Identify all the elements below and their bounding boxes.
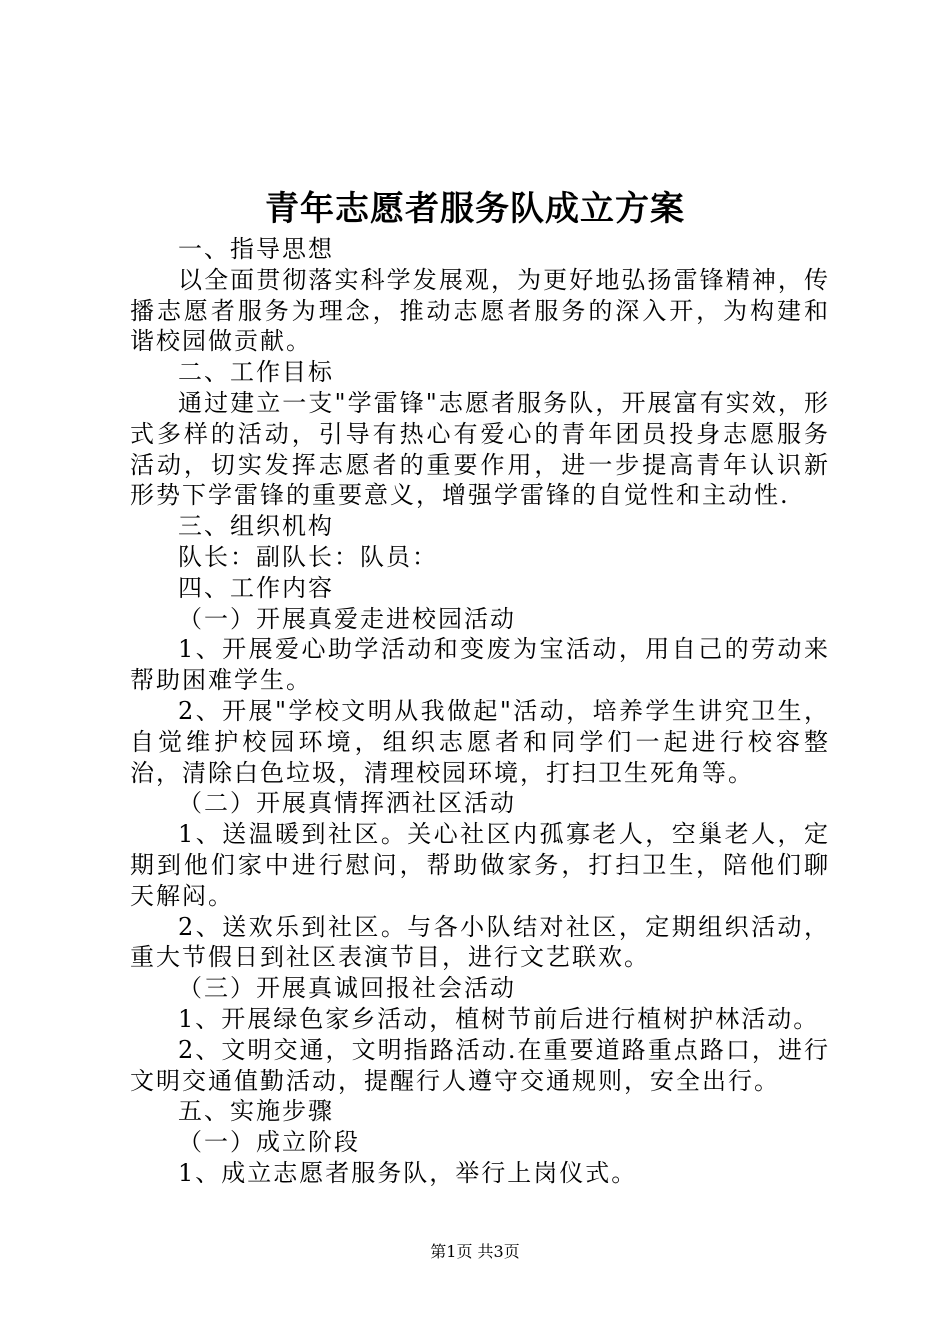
section-heading-2: 二、工作目标: [178, 358, 334, 387]
paragraph: 通过建立一支"学雷锋"志愿者服务队，开展富有实效，形式多样的活动，引导有热心有爱心的青年团员投身志愿服务活动，切实发挥志愿者的重要作用，进一步提高青年认识新形势下学雷锋的重要意义，增强学雷锋的自觉性和主动性.: [130, 388, 830, 510]
paragraph: 1、送温暖到社区。关心社区内孤寡老人，空巢老人，定期到他们家中进行慰问，帮助做家务，打扫卫生，陪他们聊天解闷。: [130, 820, 830, 910]
section-heading-4: 四、工作内容: [178, 573, 334, 602]
paragraph: 1、开展绿色家乡活动，植树节前后进行植树护林活动。: [178, 1004, 820, 1033]
document-body: [130, 234, 830, 1189]
section-heading-3: 三、组织机构: [178, 512, 334, 541]
paragraph: 队长：副队长：队员：: [178, 542, 438, 571]
paragraph: 以全面贯彻落实科学发展观，为更好地弘扬雷锋精神，传播志愿者服务为理念，推动志愿者服务的深入开，为构建和谐校园做贡献。: [130, 265, 830, 356]
paragraph: 2、文明交通，文明指路活动.在重要道路重点路口，进行文明交通值勤活动，提醒行人遵守交通规则，安全出行。: [130, 1035, 830, 1095]
section-heading-5: 五、实施步骤: [178, 1097, 334, 1126]
paragraph: 2、送欢乐到社区。与各小队结对社区，定期组织活动，重大节假日到社区表演节目，进行文艺联欢。: [130, 912, 830, 972]
subsection-heading: （二）开展真情挥洒社区活动: [178, 789, 516, 818]
paragraph: 1、成立志愿者服务队，举行上岗仪式。: [178, 1158, 638, 1187]
page-footer: 第1页 共3页: [430, 1242, 520, 1261]
paragraph: 1、开展爱心助学活动和变废为宝活动，用自己的劳动来帮助困难学生。: [130, 635, 830, 695]
subsection-heading: （一）成立阶段: [178, 1128, 360, 1157]
subsection-heading: （三）开展真诚回报社会活动: [178, 974, 516, 1003]
document-title: 青年志愿者服务队成立方案: [265, 189, 685, 229]
section-heading-1: 一、指导思想: [178, 235, 334, 263]
paragraph: 2、开展"学校文明从我做起"活动，培养学生讲究卫生，自觉维护校园环境，组织志愿者和同学们一起进行校容整治，清除白色垃圾，清理校园环境，打扫卫生死角等。: [130, 696, 830, 787]
subsection-heading: （一）开展真爱走进校园活动: [178, 604, 516, 633]
